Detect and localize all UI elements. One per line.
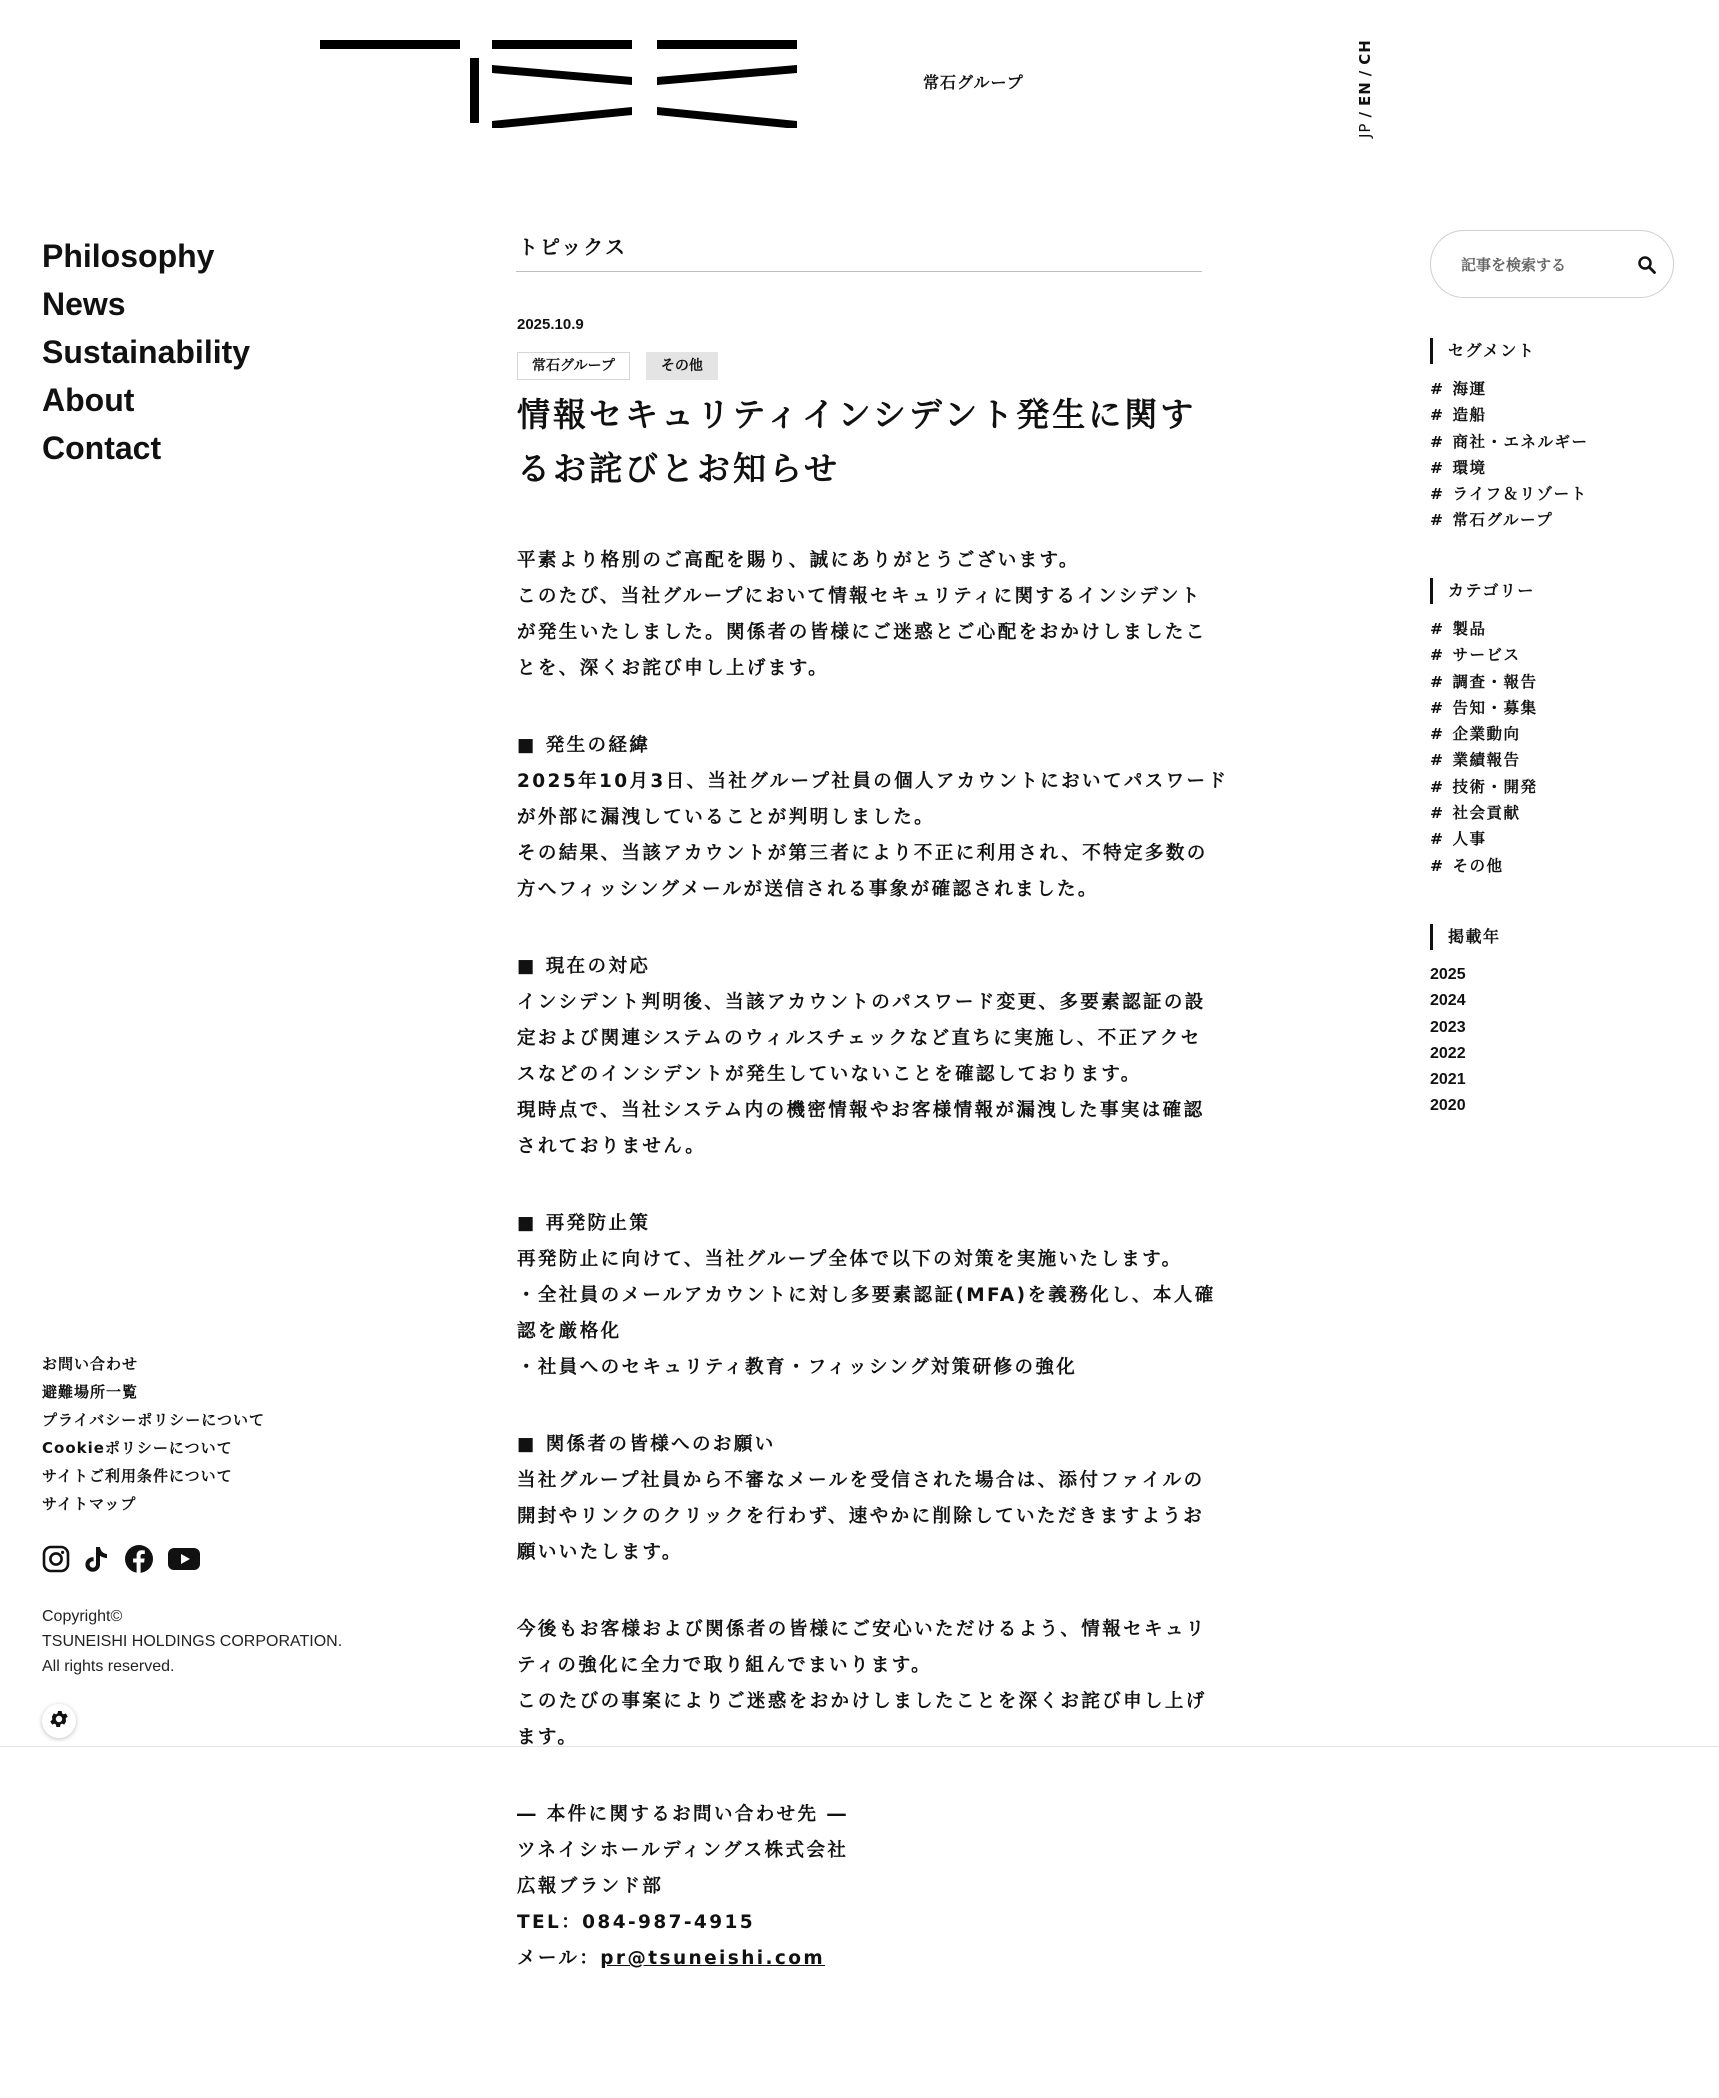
category-item[interactable]: # 技術・開発 [1430,777,1538,796]
lang-separator: / [1356,111,1374,118]
article-body [517,543,1229,1977]
category-item[interactable]: # サービス [1430,646,1521,665]
body-subheading: ■ 現在の対応 [517,956,651,977]
body-line: されておりません。 [517,1136,707,1157]
lang-ch[interactable]: CH [1356,39,1374,65]
category-heading: カテゴリー [1430,578,1535,604]
year-item[interactable]: 2025 [1430,966,1466,983]
contact-company: ツネイシホールディングス株式会社 [517,1840,849,1861]
body-line: 平素より格別のご高配を賜り、誠にありがとうございます。 [517,550,1080,571]
year-heading: 掲載年 [1430,924,1501,950]
category-item[interactable]: # 企業動向 [1430,725,1521,744]
body-line: が発生いたしました。関係者の皆様にご迷惑とご心配をおかけしましたこ [517,622,1207,643]
contact-tel: TEL：084-987-4915 [517,1912,756,1933]
body-subheading: ■ 再発防止策 [517,1213,651,1234]
footer-link-inquiry[interactable]: お問い合わせ [42,1355,139,1373]
search-input[interactable] [1459,249,1623,281]
title-line: るお詫びとお知らせ [517,449,841,488]
body-line: スなどのインシデントが発生していないことを確認しております。 [517,1064,1142,1085]
footer-link-evacuation[interactable]: 避難場所一覧 [42,1383,139,1401]
body-line: ・全社員のメールアカウントに対し多要素認証(MFA)を義務化し、本人確 [517,1285,1216,1306]
body-line: ・社員へのセキュリティ教育・フィッシング対策研修の強化 [517,1357,1078,1378]
article-tags [517,352,718,380]
body-line: 当社グループ社員から不審なメールを受信された場合は、添付ファイルの [517,1470,1205,1491]
segment-list [1430,376,1589,534]
body-line: 開封やリンクのクリックを行わず、速やかに削除していただきますようお [517,1506,1205,1527]
category-item[interactable]: # 人事 [1430,830,1487,849]
divider [516,271,1202,272]
category-item[interactable]: # 調査・報告 [1430,672,1538,691]
main-nav [42,232,250,472]
tag-other[interactable]: その他 [646,352,718,380]
contact-department: 広報ブランド部 [517,1876,664,1897]
segment-item[interactable]: # 海運 [1430,380,1487,398]
group-name: 常石グループ [923,73,1024,92]
lang-separator: / [1356,69,1374,77]
category-item[interactable]: # 製品 [1430,620,1487,638]
cookie-settings-button[interactable] [42,1704,76,1738]
body-line: とを、深くお詫び申し上げます。 [517,658,830,679]
year-item[interactable]: 2020 [1430,1097,1466,1115]
article-date: 2025.10.9 [517,316,584,333]
segment-item[interactable]: # 環境 [1430,458,1487,477]
title-line: 情報セキュリティインシデント発生に関す [517,395,1197,434]
segment-item[interactable]: # 常石グループ [1430,511,1554,530]
body-line: 定および関連システムのウィルスチェックなど直ちに実施し、不正アクセ [517,1028,1202,1049]
body-line: インシデント判明後、当該アカウントのパスワード変更、多要素認証の設 [517,992,1206,1013]
lang-jp[interactable]: JP [1356,122,1374,138]
segment-item[interactable]: # 商社・エネルギー [1430,432,1589,451]
body-subheading: ■ 関係者の皆様へのお願い [517,1434,776,1455]
segment-item[interactable]: # 造船 [1430,406,1487,425]
mail-link[interactable]: pr@tsuneishi.com [600,1948,826,1969]
lang-en[interactable]: EN [1356,81,1374,107]
tiktok-icon[interactable] [84,1545,110,1577]
year-item[interactable]: 2022 [1430,1044,1466,1062]
copyright-line: Copyright© [42,1608,123,1625]
facebook-icon[interactable] [124,1544,154,1578]
body-line: ます。 [517,1727,579,1748]
category-item[interactable]: # 業績報告 [1430,751,1521,770]
footer-link-terms[interactable]: サイトご利用条件について [42,1467,233,1485]
body-line: 現時点で、当社システム内の機密情報やお客様情報が漏洩した事実は確認 [517,1100,1205,1121]
body-line: このたび、当社グループにおいて情報セキュリティに関するインシデント [517,586,1202,607]
year-item[interactable]: 2023 [1430,1018,1466,1036]
social-links [42,1544,200,1578]
nav-sustainability[interactable]: Sustainability [42,334,251,370]
copyright-line: TSUNEISHI HOLDINGS CORPORATION. [42,1633,343,1650]
nav-news[interactable]: News [42,286,126,322]
search-icon[interactable] [1637,255,1657,275]
copyright [42,1604,342,1679]
category-list [1430,616,1538,879]
contact-heading: ― 本件に関するお問い合わせ先 ― [517,1804,849,1825]
gear-icon [48,1708,70,1734]
instagram-icon[interactable] [42,1545,70,1577]
body-line: 認を厳格化 [517,1321,622,1342]
year-item[interactable]: 2024 [1430,992,1466,1010]
article-title [517,388,1207,496]
body-line: 方へフィッシングメールが送信される事象が確認されました。 [517,879,1099,900]
footer-link-sitemap[interactable]: サイトマップ [42,1495,137,1513]
body-line: が外部に漏洩していることが判明しました。 [517,807,936,828]
language-switcher [1355,28,1375,138]
contact-mail [517,1941,1202,1977]
category-item[interactable]: # その他 [1430,856,1504,875]
body-line: その結果、当該アカウントが第三者により不正に利用され、不特定多数の [517,843,1208,864]
body-line: 再発防止に向けて、当社グループ全体で以下の対策を実施いたします。 [517,1249,1183,1270]
tag-tsuneishi-group[interactable]: 常石グループ [517,352,630,380]
nav-contact[interactable]: Contact [42,430,162,466]
mail-label: メール： [517,1948,601,1969]
copyright-line: All rights reserved. [42,1658,175,1675]
nav-philosophy[interactable]: Philosophy [42,238,215,274]
footer-links [42,1350,265,1518]
body-line: 2025年10月3日、当社グループ社員の個人アカウントにおいてパスワード [517,771,1229,792]
section-title: トピックス [518,235,627,259]
body-line: 願いいたします。 [517,1542,683,1563]
footer-link-cookie[interactable]: Cookieポリシーについて [42,1439,233,1457]
segment-heading: セグメント [1430,338,1535,364]
nav-about[interactable]: About [42,382,135,418]
segment-item[interactable]: # ライフ＆リゾート [1430,485,1588,504]
search-box [1430,230,1674,298]
year-item[interactable]: 2021 [1430,1071,1466,1089]
footer-link-privacy[interactable]: プライバシーポリシーについて [42,1411,265,1429]
youtube-icon[interactable] [168,1547,200,1575]
year-list [1430,962,1466,1120]
tsuneishi-logo[interactable] [320,38,805,128]
category-item[interactable]: # 社会貢献 [1430,804,1521,823]
body-subheading: ■ 発生の経緯 [517,735,651,756]
body-line: このたびの事案によりご迷惑をおかけしましたことを深くお詫び申し上げ [517,1691,1207,1712]
body-line: ティの強化に全力で取り組んでまいります。 [517,1655,933,1676]
body-line: 今後もお客様および関係者の皆様にご安心いただけるよう、情報セキュリ [517,1619,1207,1640]
category-item[interactable]: # 告知・募集 [1430,698,1538,717]
